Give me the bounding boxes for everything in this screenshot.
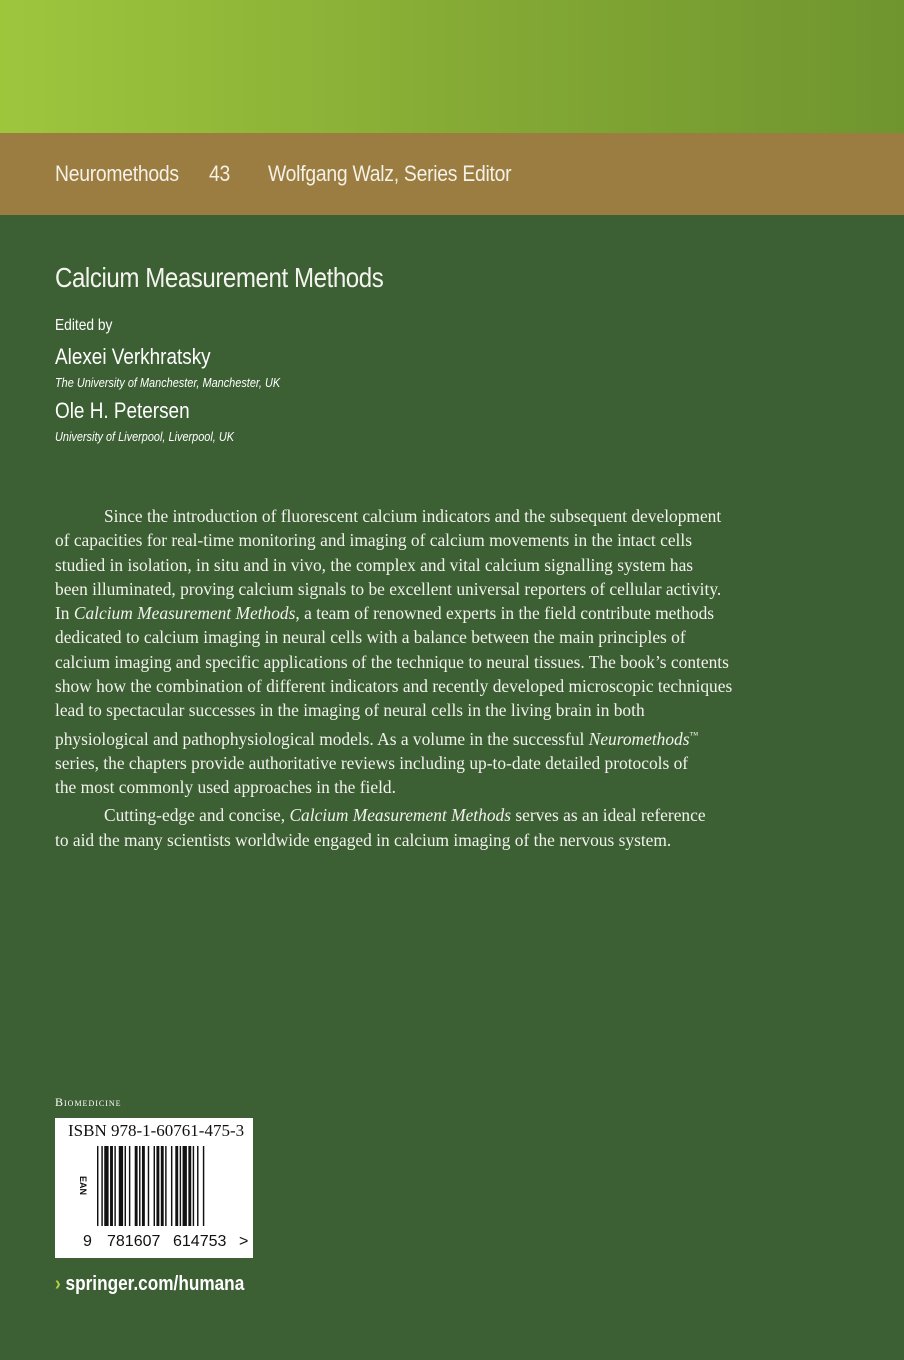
publisher-url[interactable] [55, 1273, 244, 1296]
edited-by-label: Edited by [55, 317, 113, 334]
barcode-arrow: > [239, 1233, 249, 1250]
barcode-bar [188, 1146, 191, 1226]
editor-affiliation: University of Liverpool, Liverpool, UK [55, 429, 235, 444]
barcode-bar [119, 1146, 123, 1226]
barcode-bar [165, 1146, 166, 1226]
barcode-bar [101, 1146, 102, 1226]
text-line [55, 698, 815, 722]
barcode-bar [139, 1146, 140, 1226]
barcode-bar [114, 1146, 115, 1226]
text-segment: In [55, 603, 74, 624]
barcode-bar [97, 1146, 98, 1226]
barcode-bar [129, 1146, 130, 1226]
barcode-bar [125, 1146, 126, 1226]
paragraph [55, 504, 815, 799]
italic-text: Neuromethods [588, 728, 690, 749]
series-editor: Wolfgang Walz, Series Editor [268, 161, 512, 186]
barcode-digits-left: 781607 [107, 1233, 161, 1250]
barcode-bar [183, 1146, 187, 1226]
text-line [55, 625, 815, 649]
barcode-bar [161, 1146, 164, 1226]
text-line [55, 577, 815, 601]
text-segment: Cutting-edge and concise, [104, 805, 290, 826]
text-segment: studied in isolation, in situ and in vivo, the complex and vital calcium signalling system has [55, 554, 694, 575]
text-line [55, 828, 815, 852]
text-segment: , a team of renowned experts in the field contribute methods [295, 603, 715, 624]
barcode-bar [175, 1146, 178, 1226]
text-segment: of capacities for real-time monitoring and imaging of calcium movements in the intact cells [55, 530, 692, 551]
text-segment: dedicated to calcium imaging in neural cells with a balance between the main principles of [55, 627, 686, 648]
series-name: Neuromethods [55, 161, 179, 186]
barcode-bar [156, 1146, 159, 1226]
italic-text: Calcium Measurement Methods [73, 603, 296, 624]
text-segment: been illuminated, proving calcium signals to be excellent universal reporters of cellular activity. [55, 578, 722, 599]
text-line [55, 751, 815, 775]
book-title: Calcium Measurement Methods [55, 262, 384, 293]
top-gradient-band [0, 0, 904, 133]
text-segment: lead to spectacular successes in the imaging of neural cells in the living brain in both [55, 700, 645, 721]
isbn-text: ISBN 978-1-60761-475-3 [68, 1121, 245, 1140]
barcode-bar [193, 1146, 194, 1226]
text-line [55, 504, 815, 528]
barcode-bar [180, 1146, 181, 1226]
barcode-bar [148, 1146, 149, 1226]
italic-text: Calcium Measurement Methods [289, 805, 511, 826]
barcode [97, 1146, 239, 1226]
barcode-first-digit: 9 [83, 1233, 92, 1250]
text-segment: show how the combination of different indicators and recently developed microscopic techniques [55, 676, 733, 697]
text-line [55, 553, 815, 577]
text-line [55, 674, 815, 698]
isbn-barcode-box [55, 1118, 253, 1258]
text-segment: series, the chapters provide authoritative reviews including up-to-date detailed protocols of [55, 752, 689, 773]
text-segment: ™ [689, 729, 699, 740]
barcode-bar [142, 1146, 145, 1226]
text-line [55, 723, 815, 751]
text-segment: Since the introduction of fluorescent calcium indicators and the subsequent development [104, 506, 722, 526]
barcode-bar [104, 1146, 108, 1226]
text-segment: calcium imaging and specific applications of the technique to neural tissues. The book’s contents [55, 651, 729, 672]
editor-affiliation: The University of Manchester, Manchester, UK [55, 375, 281, 390]
text-segment: the most commonly used approaches in the field. [55, 777, 396, 798]
series-number: 43 [209, 161, 231, 186]
editor-name: Ole H. Petersen [55, 398, 190, 423]
description [55, 504, 815, 852]
text-segment: serves as an ideal reference [510, 805, 706, 826]
text-line [55, 650, 815, 674]
text-line [55, 775, 815, 799]
text-segment: physiological and pathophysiological models. As a volume in the successful [55, 728, 589, 749]
url-text[interactable]: springer.com/humana [65, 1273, 245, 1295]
barcode-bar [135, 1146, 138, 1226]
barcode-bar [203, 1146, 204, 1226]
text-line [55, 528, 815, 552]
barcode-digits-right: 614753 [173, 1233, 227, 1250]
text-line [55, 803, 815, 827]
editor-name: Alexei Verkhratsky [55, 344, 211, 369]
subject-category: Biomedicine [55, 1095, 122, 1109]
barcode-bar [110, 1146, 113, 1226]
paragraph [55, 803, 815, 852]
barcode-bar [171, 1146, 172, 1226]
ean-label: EAN [78, 1176, 88, 1196]
barcode-bar [154, 1146, 155, 1226]
barcode-bar [197, 1146, 198, 1226]
text-segment: to aid the many scientists worldwide engaged in calcium imaging of the nervous system. [55, 829, 672, 850]
text-line [55, 601, 815, 625]
chevron-right-icon: › [55, 1273, 61, 1295]
